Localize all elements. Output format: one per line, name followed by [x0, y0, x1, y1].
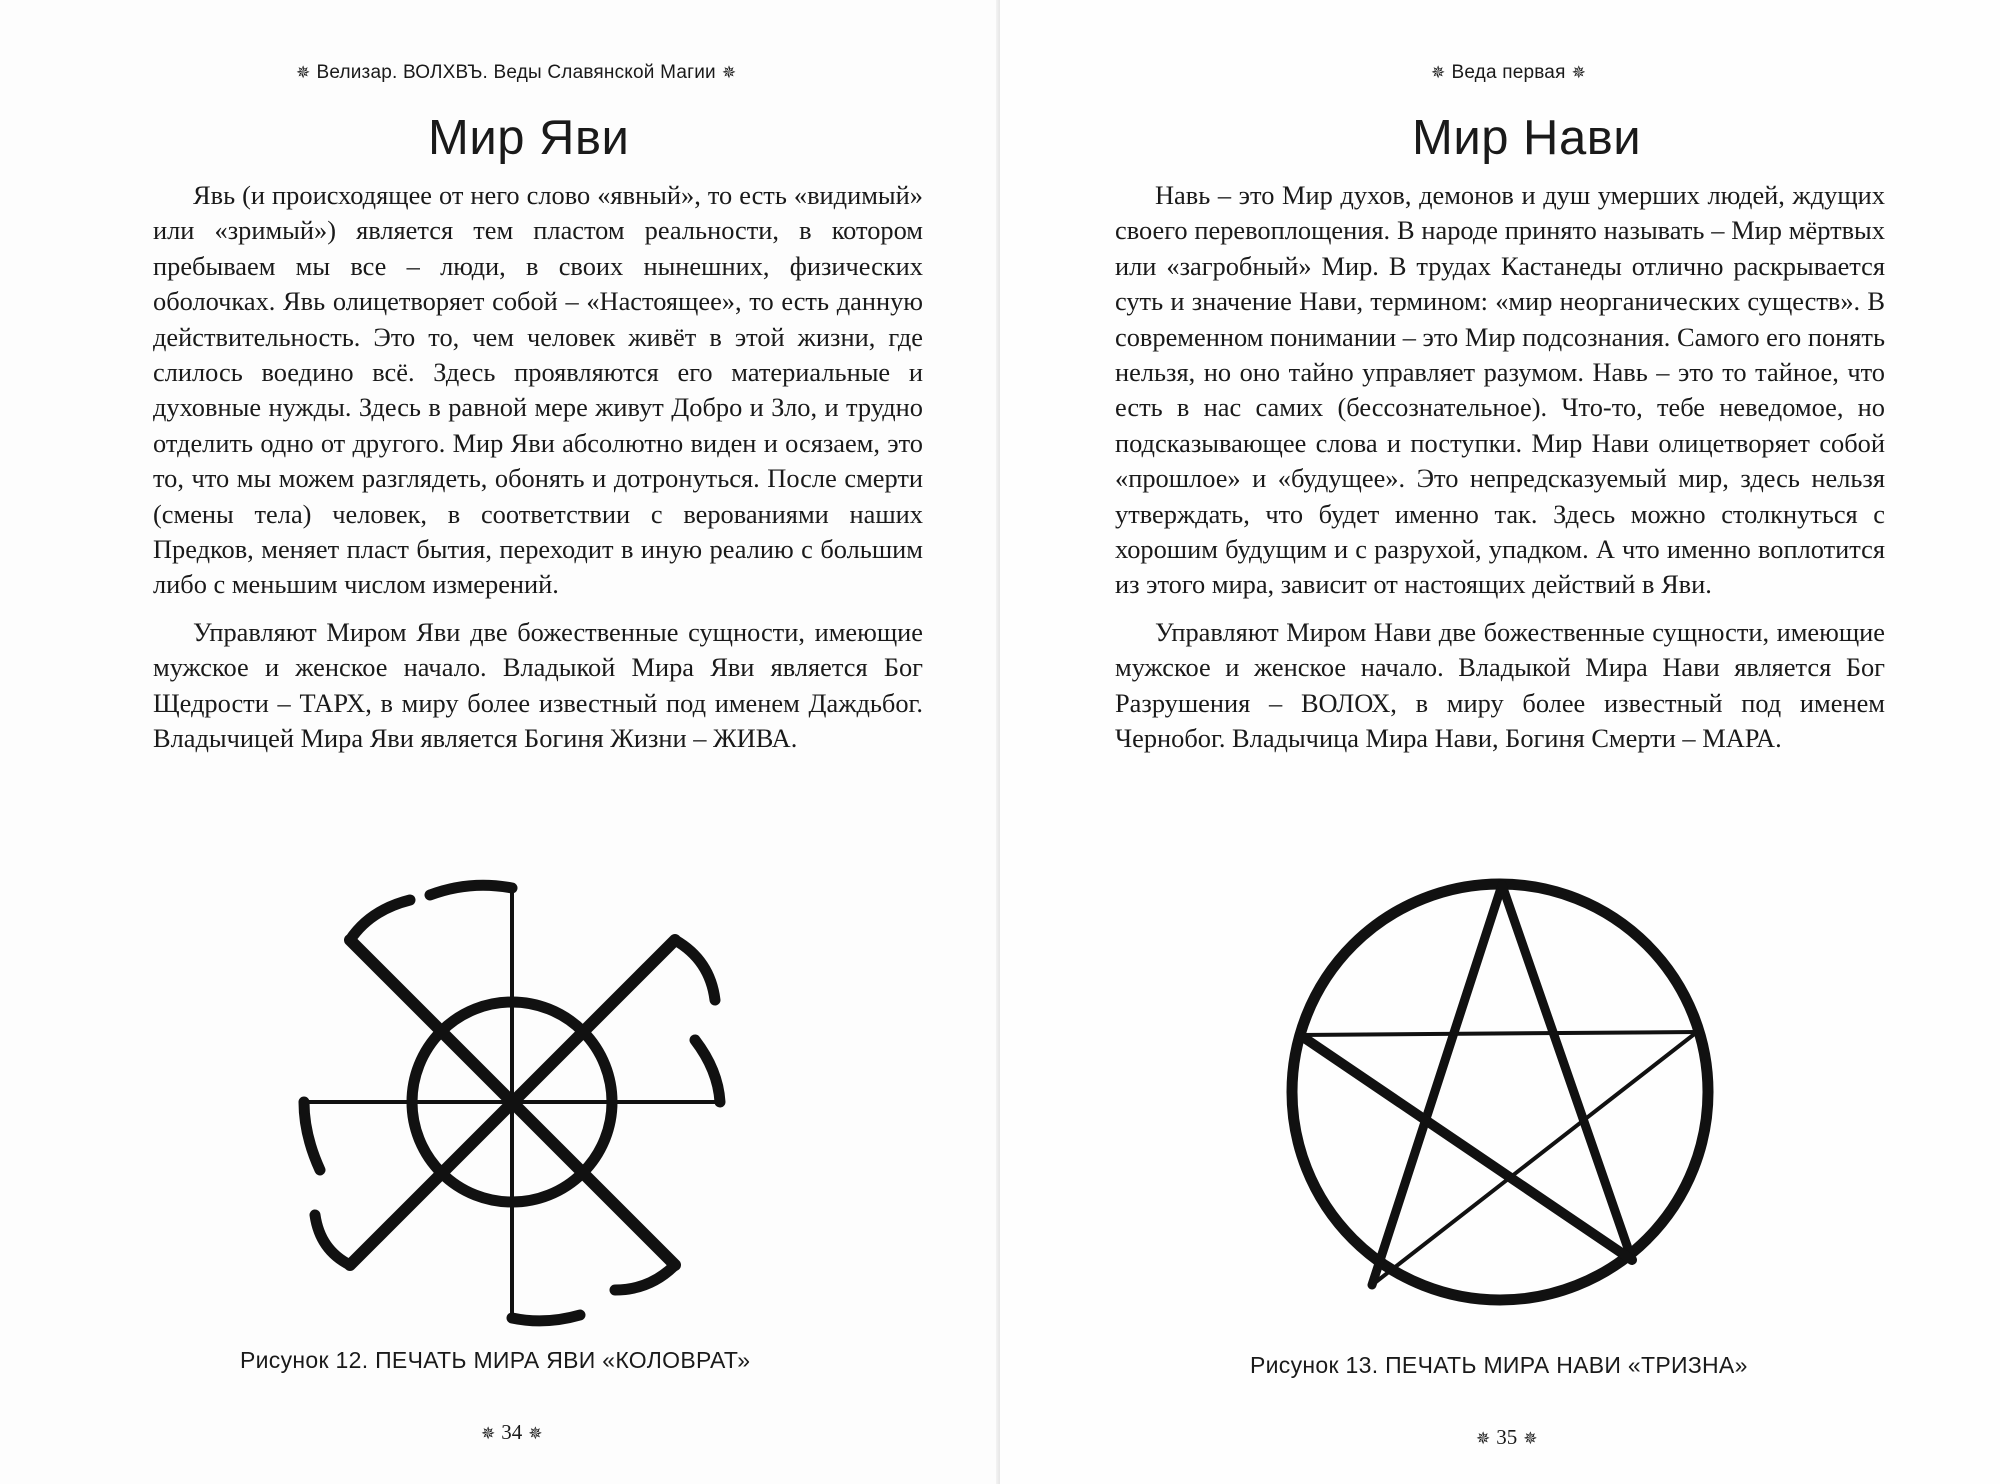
- page-title: Мир Нави: [1412, 111, 1642, 165]
- running-head-left: [290, 62, 742, 84]
- kolovrat-seal-figure: [290, 870, 740, 1330]
- paragraph: Управляют Миром Нави две божественные сущности, имеющие мужское и женское начало. Владыкой Мира Нави является Бог Разрушения – ВОЛОХ, в миру более известный под именем Чернобог. Владычица Мира Нави, Богиня Смерти – МАРА.: [1115, 616, 1885, 754]
- paragraph: Явь (и происходящее от него слово «явный», то есть «видимый» или «зримый») является тем пластом реальности, в котором пребываем мы все – люди, в своих нынешних, физических оболочках. Явь олицетворяет собой – «Настоящее», то есть данную действительность. Это то, чем человек живёт в этой жизни, где слилось воедино всё. Здесь проявляются его материальные и духовные нужды. Здесь в равной мере живут Добро и Зло, и трудно отделить одно от другого. Мир Яви абсолютно виден и осязаем, это то, что мы можем разглядеть, обонять и дотронуться. После смерти (смены тела) человек, в соответствии с верованиями наших Предков, меняет пласт бытия, переходит в иную реалию с большим либо с меньшим числом измерений.: [153, 180, 923, 600]
- ornament-icon: ✵: [296, 63, 311, 82]
- figure-caption: Рисунок 12. ПЕЧАТЬ МИРА ЯВИ «КОЛОВРАТ»: [240, 1347, 751, 1373]
- page-title: Мир Яви: [428, 111, 630, 165]
- figure-caption: Рисунок 13. ПЕЧАТЬ МИРА НАВИ «ТРИЗНА»: [1250, 1352, 1748, 1378]
- ornament-icon: ✵: [1571, 63, 1587, 82]
- ornament-icon: ✵: [1431, 63, 1446, 82]
- running-head-text: Веда первая: [1451, 62, 1566, 83]
- right-page: [1000, 0, 2000, 1484]
- body-text: [153, 178, 923, 769]
- page-number-right: [1470, 1425, 1544, 1450]
- page-number-left: [475, 1420, 549, 1445]
- ornament-icon: ✵: [721, 63, 737, 82]
- trizna-seal-figure: [1272, 860, 1732, 1320]
- ornament-icon: ✵: [528, 1424, 543, 1443]
- paragraph: Навь – это Мир духов, демонов и душ умерших людей, ждущих своего перевоплощения. В народе принято называть – Мир мёртвых или «загробный» Мир. В трудах Кастанеды отлично раскрывается суть и значение Нави, термином: «мир неорганических существ». В современном понимании – это Мир подсознания. Самого его понять нельзя, но оно тайно управляет разумом. Навь – это то тайное, что есть в нас самих (бессознательное). Что-то, тебе неведомое, но подсказывающее слова и поступки. Мир Нави олицетворяет собой «прошлое» и «будущее». Это непредсказуемый мир, здесь нельзя утверждать, что будет именно так. Здесь можно столкнуться с хорошим будущим и с разрухой, упадком. А что именно воплотится из этого мира, зависит от настоящих действий в Яви.: [1115, 180, 1885, 600]
- ornament-icon: ✵: [481, 1424, 496, 1443]
- paragraph: Управляют Миром Яви две божественные сущности, имеющие мужское и женское начало. Владыкой Мира Яви является Бог Щедрости – ТАРХ, в миру более известный под именем Даждьбог. Владычицей Мира Яви является Богиня Жизни – ЖИВА.: [153, 616, 923, 754]
- ornament-icon: ✵: [1523, 1429, 1538, 1448]
- page-number: 35: [1496, 1425, 1518, 1449]
- running-head-right: [1425, 62, 1592, 84]
- body-text: [1115, 178, 1885, 769]
- ornament-icon: ✵: [1476, 1429, 1491, 1448]
- running-head-text: Велизар. ВОЛХВЪ. Веды Славянской Магии: [316, 62, 716, 83]
- page-number: 34: [501, 1420, 523, 1444]
